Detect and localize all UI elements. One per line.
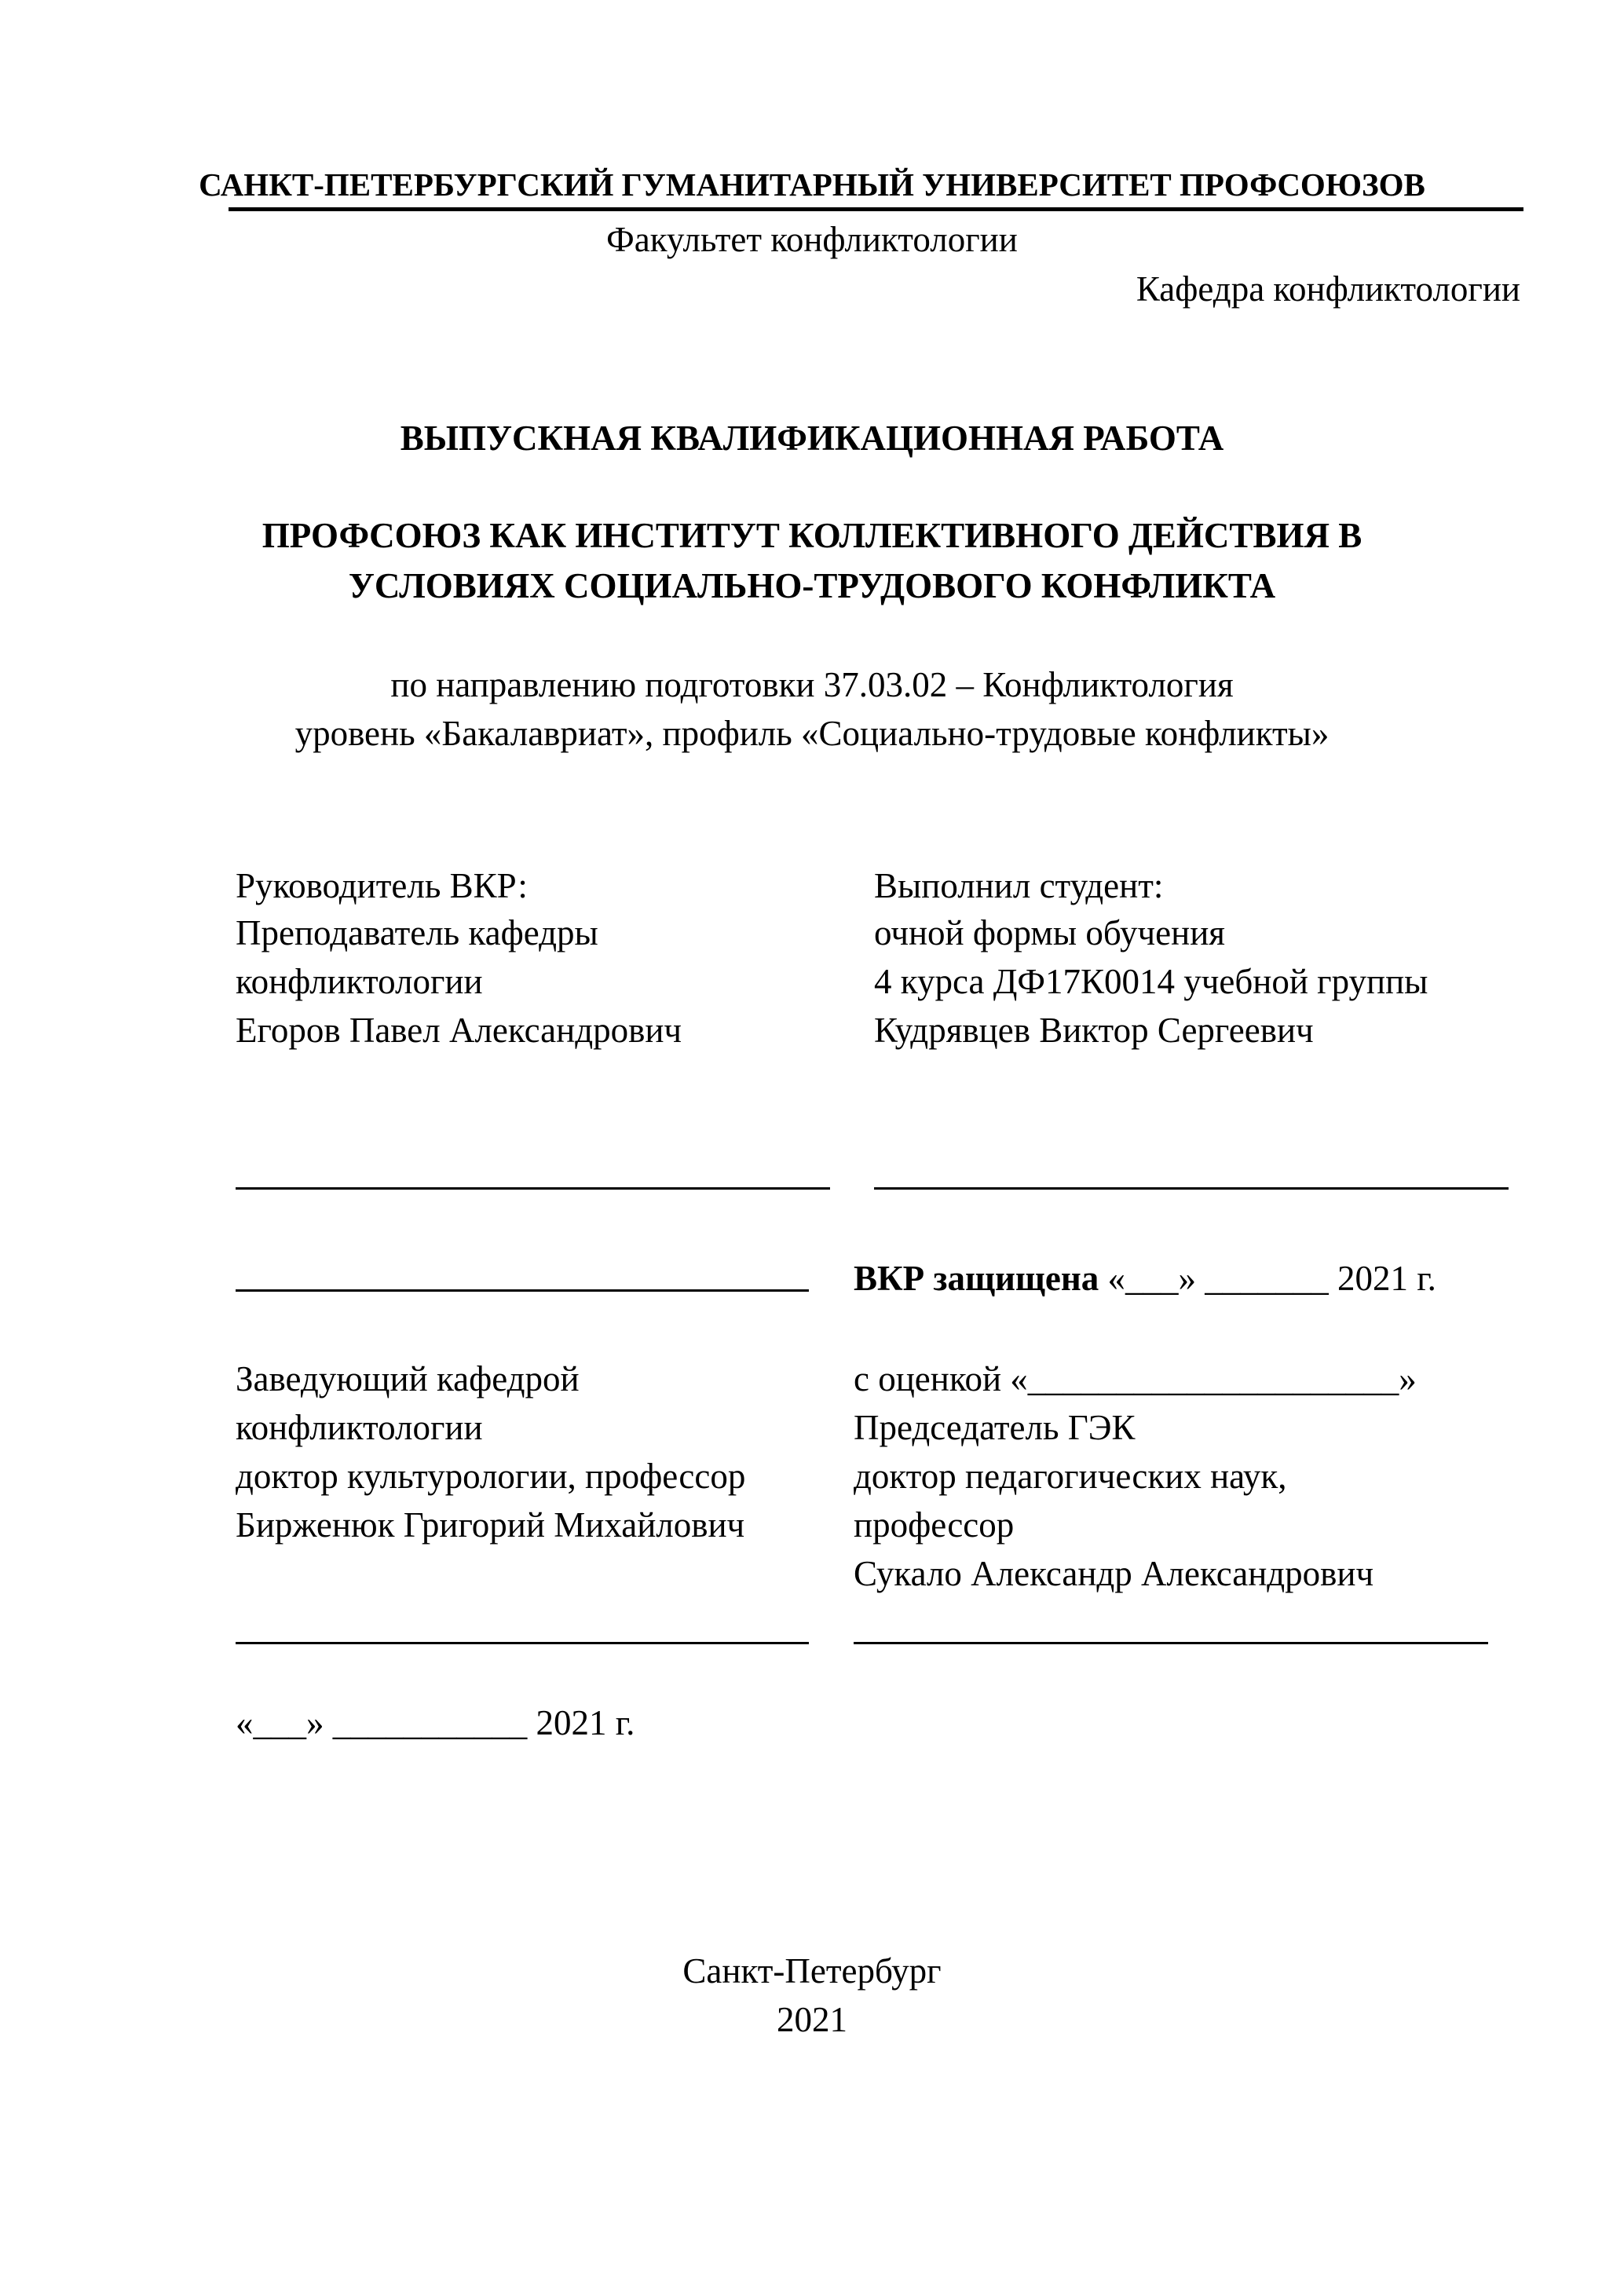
supervisor-label: Руководитель ВКР: [236,866,528,905]
student-name: Кудрявцев Виктор Сергеевич [874,1011,1314,1050]
head-label-2: конфликтологии [236,1408,483,1447]
city: Санкт-Петербург [682,1951,942,1991]
supervisor-signature-line [236,1187,830,1190]
signature-line [236,1289,809,1292]
supervisor-name: Егоров Павел Александрович [236,1011,682,1050]
date-line: «___» ___________ 2021 г. [236,1703,635,1742]
level-profile: уровень «Бакалавриат», профиль «Социально-трудовые конфликты» [294,714,1330,753]
grade: с оценкой «_____________________» [854,1359,1417,1398]
header-rule [229,207,1523,211]
direction: по направлению подготовки 37.03.02 – Конфликтология [390,665,1234,704]
chair-label: Председатель ГЭК [854,1408,1136,1447]
chair-degree-2: профессор [854,1505,1015,1545]
university-name: САНКТ-ПЕТЕРБУРГСКИЙ ГУМАНИТАРНЫЙ УНИВЕРСИТЕТ ПРОФСОЮЗОВ [199,166,1425,203]
student-group: 4 курса ДФ17К0014 учебной группы [874,962,1428,1001]
work-title-line1: ПРОФСОЮЗ КАК ИНСТИТУТ КОЛЛЕКТИВНОГО ДЕЙСТВИЯ В [262,516,1362,555]
defense-label: ВКР защищена [854,1259,1099,1298]
faculty-name: Факультет конфликтологии [606,220,1018,259]
work-type: ВЫПУСКНАЯ КВАЛИФИКАЦИОННАЯ РАБОТА [400,419,1224,458]
head-signature-line [236,1642,809,1644]
chair-name: Сукало Александр Александрович [854,1554,1374,1593]
student-form: очной формы обучения [874,913,1225,952]
defense-status [854,1259,1436,1298]
chair-signature-line [854,1642,1488,1644]
head-label: Заведующий кафедрой [236,1359,580,1398]
year: 2021 [777,2000,847,2039]
supervisor-position-2: конфликтологии [236,962,483,1001]
supervisor-position: Преподаватель кафедры [236,913,598,952]
head-name: Бирженюк Григорий Михайлович [236,1505,745,1545]
student-label: Выполнил студент: [874,866,1164,905]
student-signature-line [874,1187,1509,1190]
work-title-line2: УСЛОВИЯХ СОЦИАЛЬНО-ТРУДОВОГО КОНФЛИКТА [348,566,1276,605]
defense-date: «___» _______ 2021 г. [1099,1259,1436,1298]
chair-degree: доктор педагогических наук, [854,1457,1287,1496]
head-degree: доктор культурологии, профессор [236,1457,746,1496]
department-name: Кафедра конфликтологии [1136,269,1520,309]
